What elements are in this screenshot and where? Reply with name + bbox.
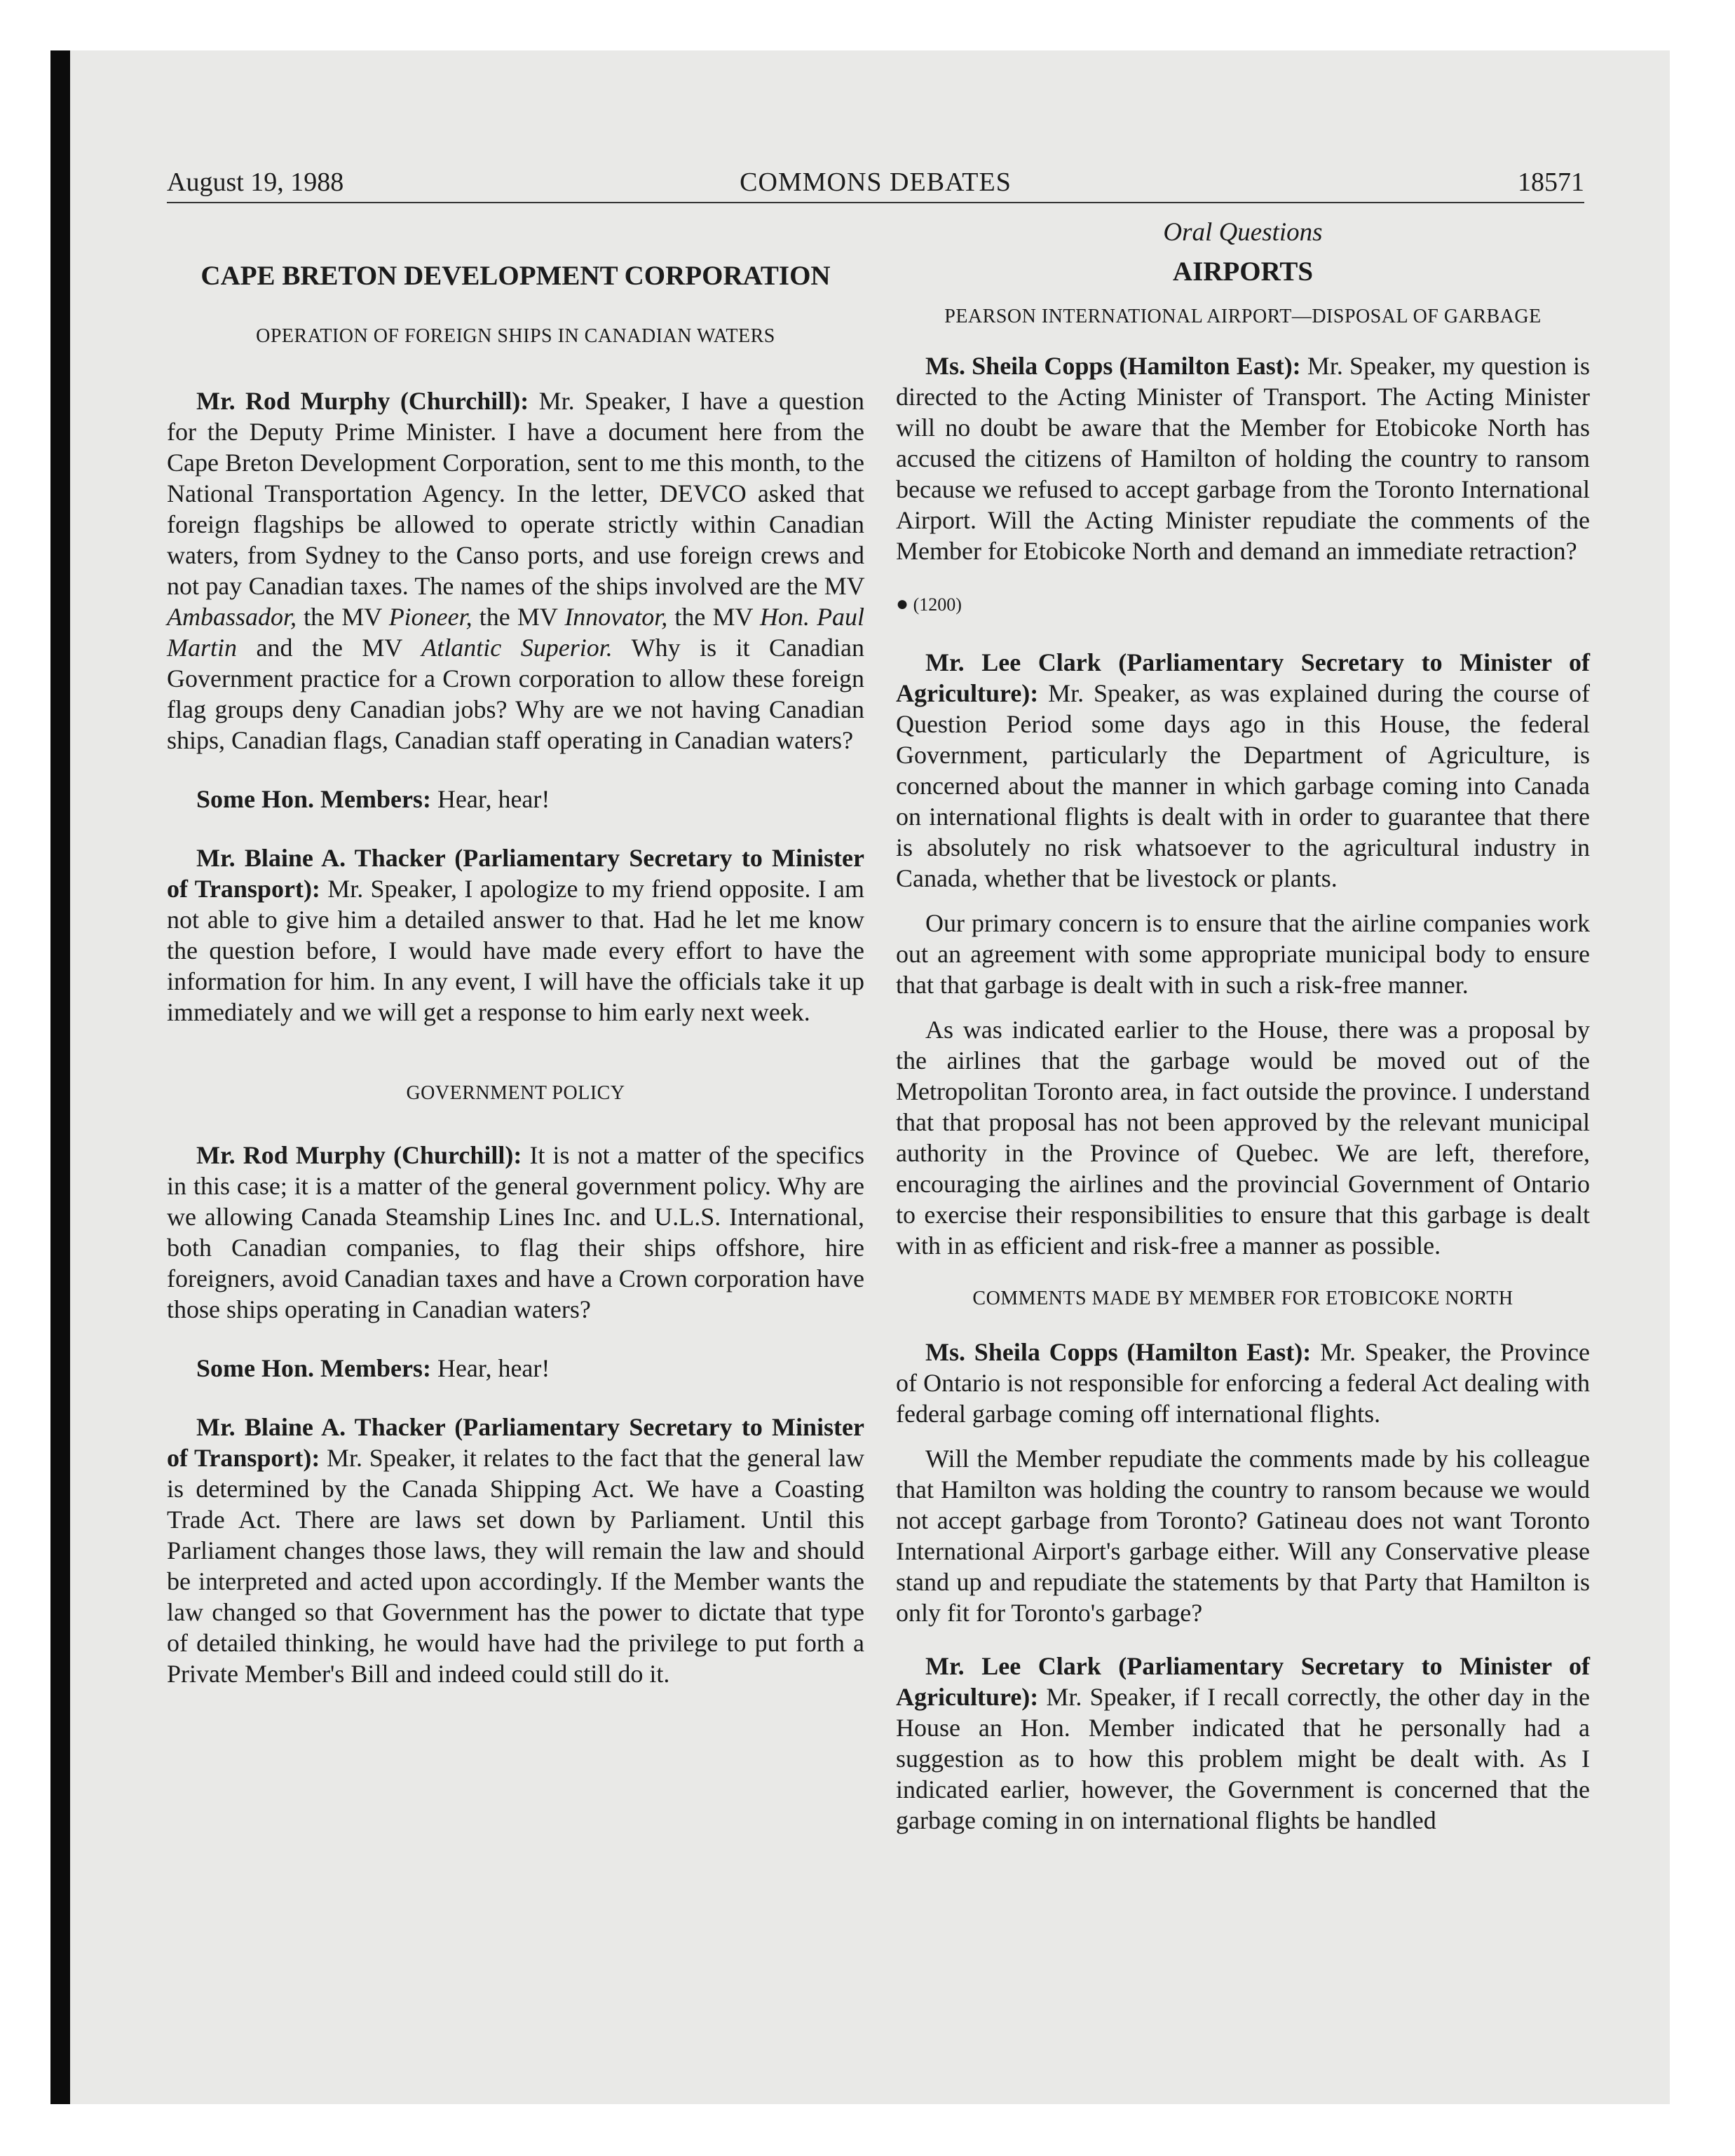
speech — [167, 842, 864, 1028]
subheading: PEARSON INTERNATIONAL AIRPORT—DISPOSAL OF GARBAGE — [944, 306, 1542, 327]
speech-text: Mr. Speaker, the Province of Ontario is not responsible for enforcing a federal Act dealing with federal garbage coming off international flights. — [896, 1338, 1591, 1428]
time-marker-text: (1200) — [913, 594, 962, 615]
speech — [896, 1337, 1590, 1429]
speech — [167, 386, 864, 756]
speaker-name: Mr. Blaine A. Thacker (Parliamentary Secretary to Minister of Transport): — [167, 844, 864, 903]
page-header — [167, 163, 1584, 203]
speech — [167, 784, 864, 814]
speaker-name: Mr. Lee Clark (Parliamentary Secretary to Minister of Agriculture): — [896, 648, 1590, 707]
ship-name: Innovator, — [564, 603, 668, 631]
binding-edge — [50, 50, 70, 2104]
subheading: OPERATION OF FOREIGN SHIPS IN CANADIAN WATERS — [256, 325, 775, 347]
subheading: GOVERNMENT POLICY — [406, 1082, 625, 1104]
section-label: Oral Questions — [1163, 218, 1323, 247]
speech-text: It is not a matter of the specifics in this case; it is a matter of the general government policy. Why are we allowing Canada Steamship Lines Inc. and U.L.S. International, both Canadian companies, to flag their ships offshore, hire foreigners, avoid Canadian taxes and have a Crown corporation have those ships operating in Canadian waters? — [167, 1141, 864, 1323]
ship-name: Pioneer, — [388, 603, 472, 631]
speech-text: Mr. Speaker, if I recall correctly, the other day in the House an Hon. Member indicated that he personally had a suggestion as to how this problem might be dealt with. As I indicated earlier, however, the Government is concerned that the garbage coming in on international flights be handled — [896, 1683, 1590, 1834]
subheading: COMMENTS MADE BY MEMBER FOR ETOBICOKE NORTH — [972, 1288, 1513, 1309]
paragraph: Will the Member repudiate the comments made by his colleague that Hamilton was holding the country to ransom because we would not accept garbage from Toronto? Gatineau does not want Toronto International Airport's garbage either. Will any Conservative please stand up and repudiate the statements by that Party that Hamilton is only fit for Toronto's garbage? — [896, 1445, 1590, 1627]
ship-name: Hon. Paul Martin — [167, 603, 865, 662]
speech — [896, 647, 1590, 894]
speaker-name: Ms. Sheila Copps (Hamilton East): — [925, 1338, 1312, 1366]
speech-text: Mr. Speaker, I have a question for the Deputy Prime Minister. I have a document here from the Cape Breton Development Corporation, sent to me this month, to the National Transportation Agency. In the letter, DEVCO asked that foreign flagships be allowed to operate strictly within Canadian waters, from Sydney to the Canso ports, and use foreign crews and not pay Canadian taxes. The names of the ships involved are the MV — [167, 387, 864, 600]
speech-text: and the MV — [256, 634, 402, 662]
speaker-name: Some Hon. Members: — [196, 785, 431, 813]
section-heading: AIRPORTS — [1172, 257, 1314, 287]
speech — [896, 350, 1590, 566]
paragraph: Our primary concern is to ensure that the airline companies work out an agreement with some appropriate municipal body to ensure that that garbage is dealt with in such a risk-free manner. — [896, 909, 1590, 999]
speaker-name: Mr. Lee Clark (Parliamentary Secretary to Minister of Agriculture): — [896, 1652, 1590, 1711]
speech — [167, 1353, 864, 1384]
header-date: August 19, 1988 — [167, 168, 344, 197]
speaker-name: Mr. Rod Murphy (Churchill): — [196, 1141, 522, 1169]
speech-text: Mr. Speaker, my question is directed to the Acting Minister of Transport. The Acting Minister will no doubt be aware that the Member for Etobicoke North has accused the citizens of Hamilton of holding the country to ransom because we refused to accept garbage from the Toronto International Airport. Will the Acting Minister repudiate the comments of the Member for Etobicoke North and demand an immediate retraction? — [896, 352, 1591, 565]
speech-text: the MV — [479, 603, 558, 631]
speech-text: Mr. Speaker, it relates to the fact that the general law is determined by the Canada Shipping Act. We have a Coasting Trade Act. There are laws set down by Parliament. Until this Parliament changes those laws, they will remain the law and should be interpreted and acted upon accordingly. If the Member wants the law changed so that Government has the power to dictate that type of detailed thinking, he would have had the privilege to put forth a Private Member's Bill and indeed could still do it. — [167, 1444, 865, 1688]
speech-text: Hear, hear! — [437, 785, 550, 813]
speech-text: the MV — [674, 603, 753, 631]
speech-text: Mr. Speaker, I apologize to my friend opposite. I am not able to give him a detailed answer to that. Had he let me know the question before, I would have made every effort to have the information for him. In any event, I will have the officials take it up immediately and we will get a response to him early next week. — [167, 875, 865, 1026]
speaker-name: Ms. Sheila Copps (Hamilton East): — [925, 352, 1301, 380]
bullet-icon: ● — [896, 592, 909, 615]
ship-name: Atlantic Superior. — [421, 634, 613, 662]
right-column — [896, 217, 1590, 1836]
speech — [896, 1651, 1590, 1836]
speech — [167, 1412, 864, 1689]
section-heading: CAPE BRETON DEVELOPMENT CORPORATION — [200, 261, 831, 291]
time-marker — [896, 589, 1590, 620]
speech-text: Hear, hear! — [437, 1354, 550, 1382]
speech-text: the MV — [304, 603, 382, 631]
speaker-name: Some Hon. Members: — [196, 1354, 431, 1382]
speech — [167, 1140, 864, 1325]
ship-name: Ambassador, — [167, 603, 297, 631]
left-column — [167, 217, 864, 1689]
paragraph: As was indicated earlier to the House, there was a proposal by the airlines that the garbage would be moved out of the Metropolitan Toronto area, in fact outside the province. I understand that that proposal has not been approved by the relevant municipal authority in the Province of Quebec. We are left, therefore, encouraging the airlines and the provincial Government of Ontario to exercise their responsibilities to ensure that this garbage is dealt with in as efficient and risk-free a manner as possible. — [896, 1016, 1590, 1260]
speaker-name: Mr. Rod Murphy (Churchill): — [196, 387, 529, 415]
speaker-name: Mr. Blaine A. Thacker (Parliamentary Secretary to Minister of Transport): — [167, 1413, 864, 1472]
speech-text: Mr. Speaker, as was explained during the course of Question Period some days ago in this House, the federal Government, particularly the Department of Agriculture, is concerned about the manner in which garbage coming into Canada on international flights is dealt with in order to guarantee that there is absolutely no risk whatsoever to the agricultural industry in Canada, whether that be livestock or plants. — [896, 679, 1591, 892]
header-title: COMMONS DEBATES — [740, 168, 1012, 197]
header-page-number: 18571 — [1518, 168, 1584, 197]
speech-text: Why is it Canadian Government practice for a Crown corporation to allow these foreign flag groups deny Canadian jobs? Why are we not having Canadian ships, Canadian flags, Canadian staff operating in Canadian waters? — [167, 634, 865, 754]
